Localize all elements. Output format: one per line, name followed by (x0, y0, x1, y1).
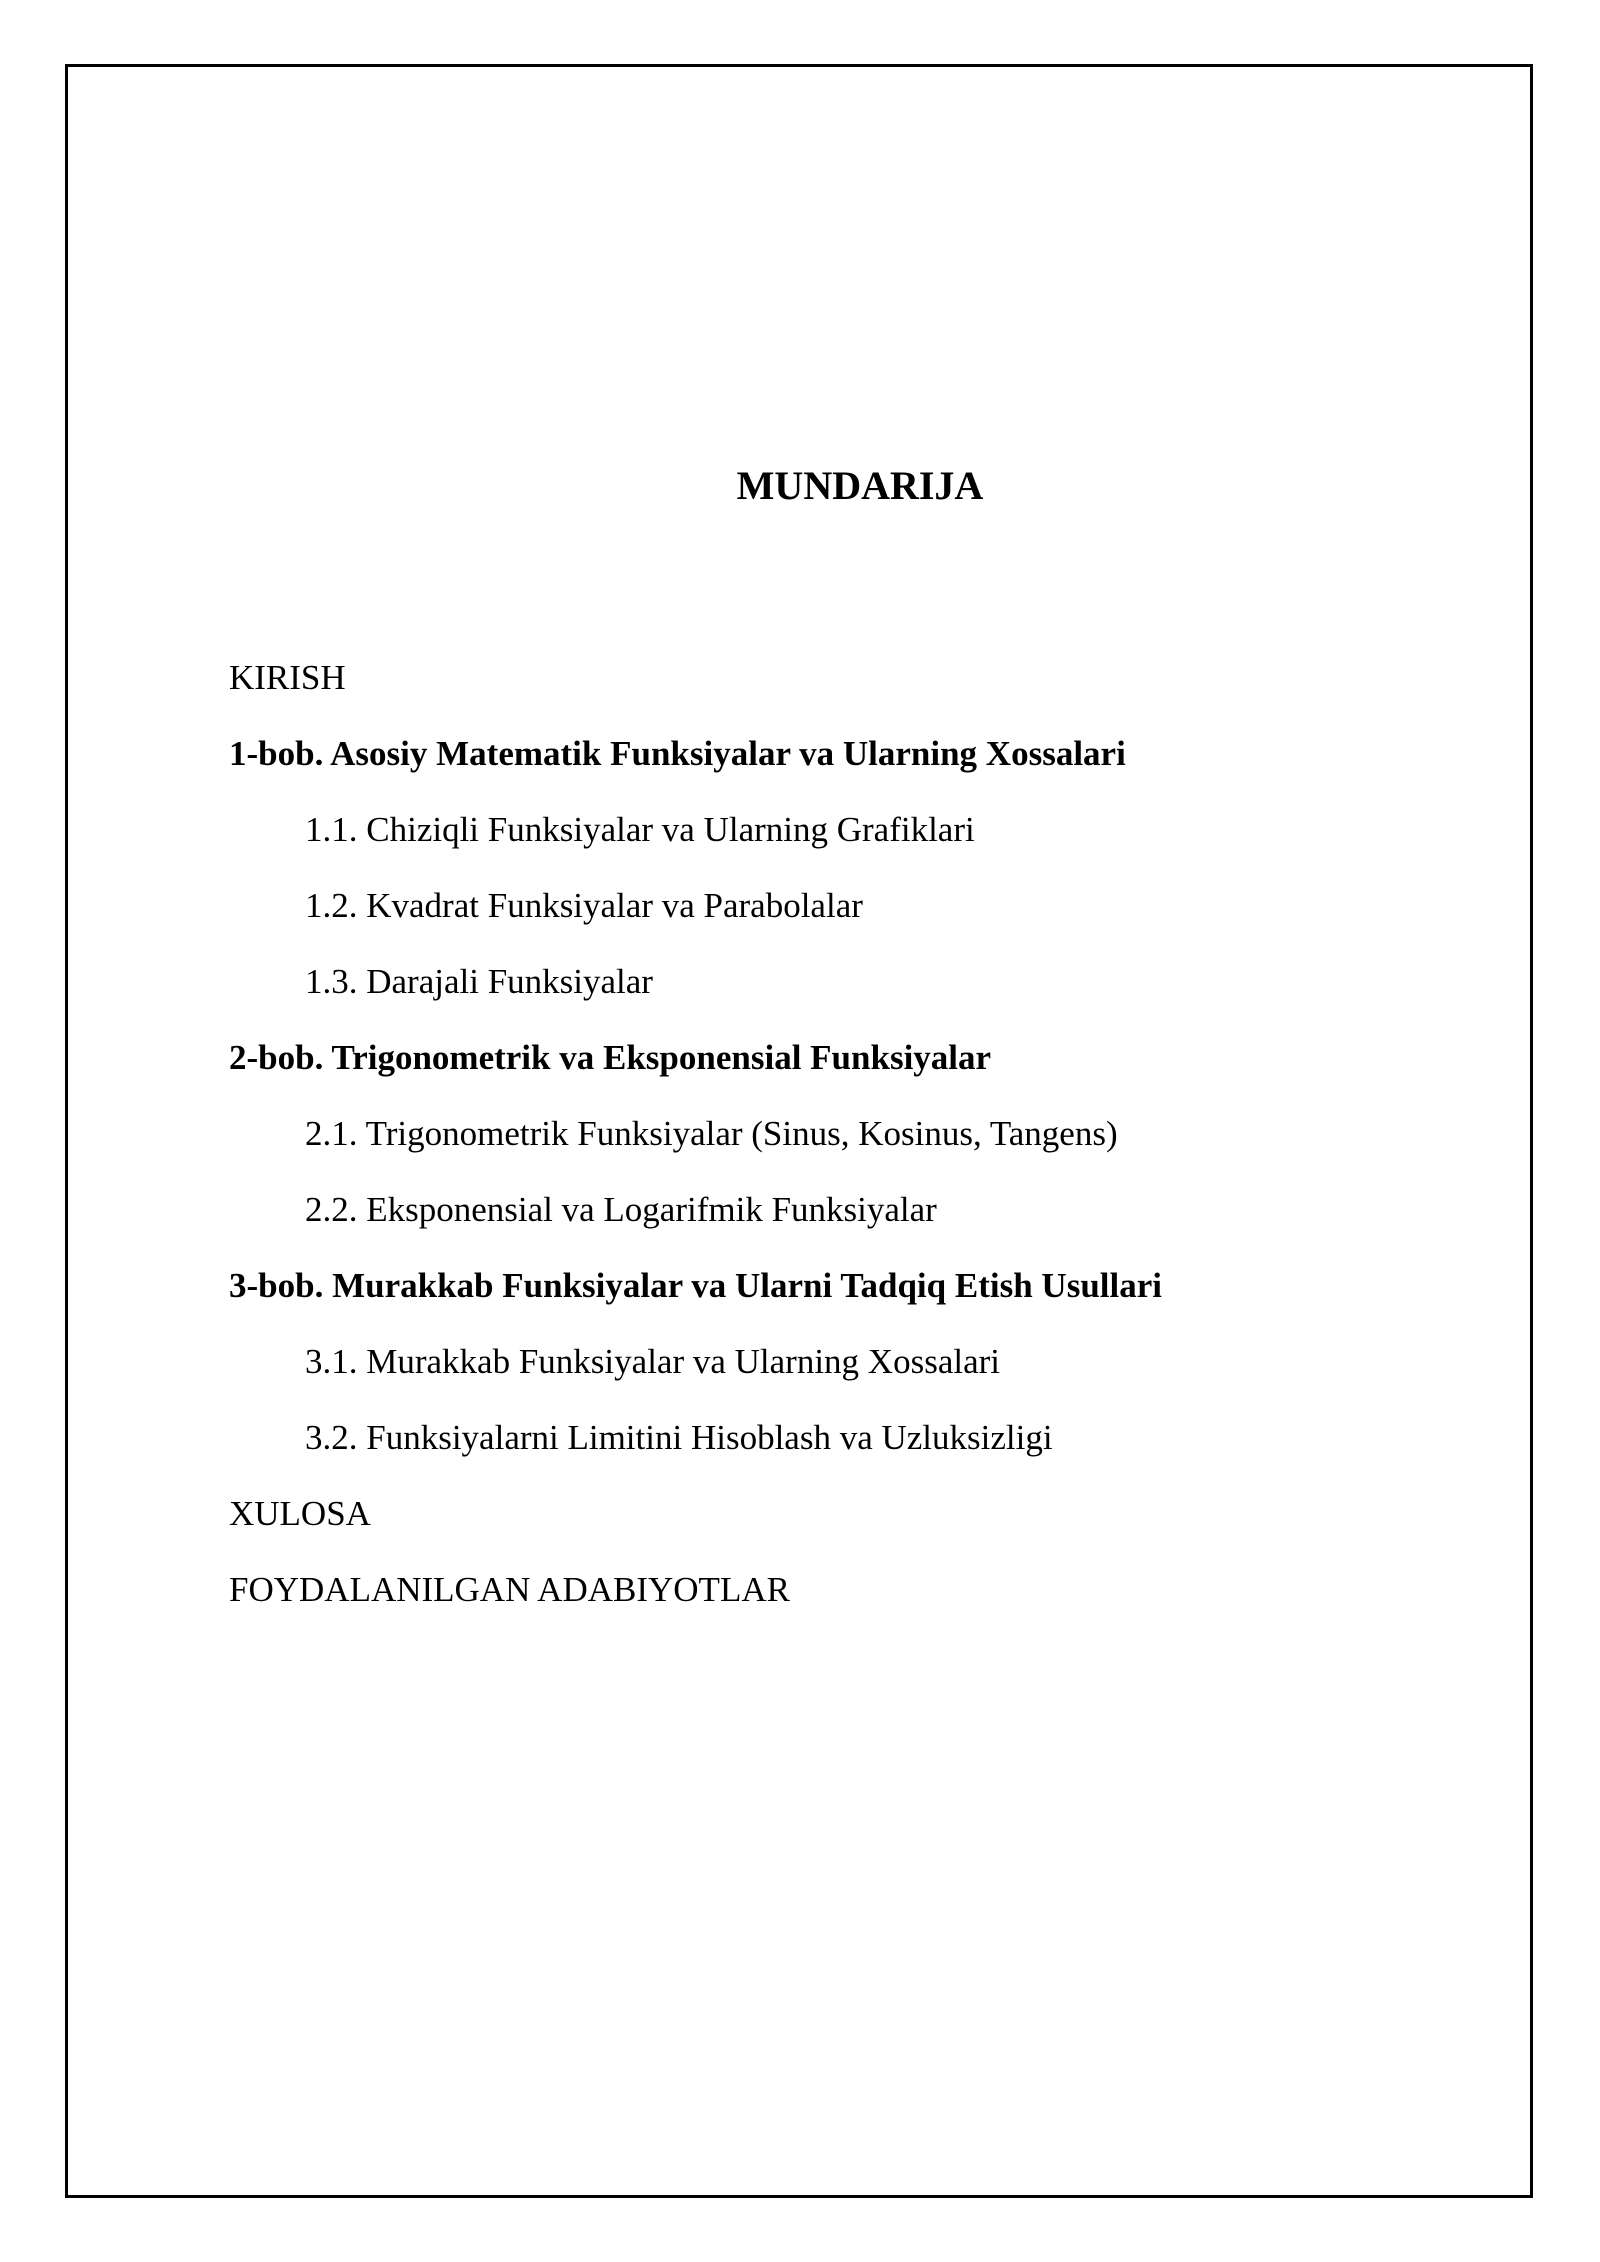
toc-entry-references: FOYDALANILGAN ADABIYOTLAR (229, 1570, 790, 1609)
page-title: MUNDARIJA (736, 463, 984, 508)
table-of-contents (229, 640, 1479, 1628)
toc-chapter-2: 2-bob. Trigonometrik va Eksponensial Funksiyalar (229, 1038, 992, 1077)
toc-section-1-2: 1.2. Kvadrat Funksiyalar va Parabolalar (305, 886, 863, 925)
toc-section-2-1: 2.1. Trigonometrik Funksiyalar (Sinus, Kosinus, Tangens) (305, 1114, 1118, 1153)
toc-entry-conclusion: XULOSA (229, 1494, 371, 1533)
toc-section-1-3: 1.3. Darajali Funksiyalar (305, 962, 653, 1001)
toc-section-3-2: 3.2. Funksiyalarni Limitini Hisoblash va Uzluksizligi (305, 1418, 1053, 1457)
toc-chapter-1: 1-bob. Asosiy Matematik Funksiyalar va Ularning Xossalari (229, 734, 1126, 773)
toc-section-3-1: 3.1. Murakkab Funksiyalar va Ularning Xossalari (305, 1342, 1000, 1381)
toc-section-2-2: 2.2. Eksponensial va Logarifmik Funksiyalar (305, 1190, 937, 1229)
toc-entry-introduction: KIRISH (229, 658, 346, 697)
toc-section-1-1: 1.1. Chiziqli Funksiyalar va Ularning Grafiklari (305, 810, 975, 849)
toc-chapter-3: 3-bob. Murakkab Funksiyalar va Ularni Tadqiq Etish Usullari (229, 1266, 1162, 1305)
